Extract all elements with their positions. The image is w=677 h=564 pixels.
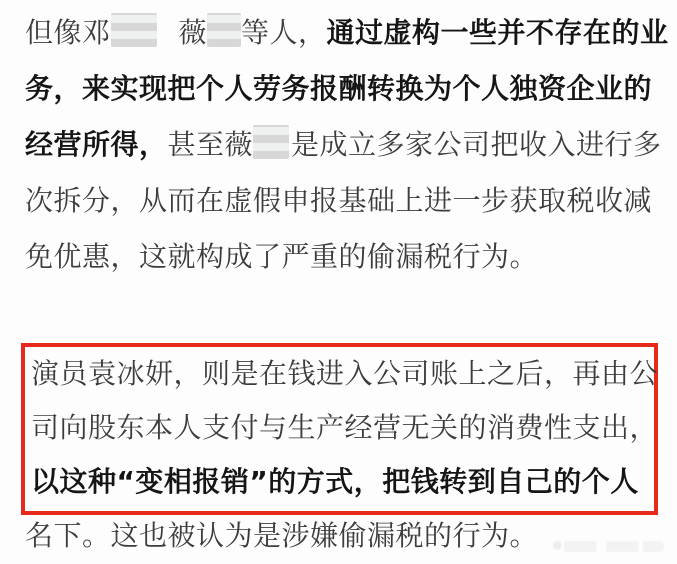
censor-mosaic-1: [111, 13, 157, 47]
censor-mosaic-3: [253, 125, 289, 159]
text-line-7: [31, 401, 659, 455]
text-run-bold: 以这种“变相报销”的方式，把钱转到自己的个人: [31, 465, 639, 498]
text-run: 司向股东本人支付与生产经营无关的消费性支出，: [31, 411, 659, 444]
text-run-bold: 经营所得，: [25, 128, 168, 161]
highlight-box: [21, 343, 658, 515]
text-run-bold: 务，来实现把个人劳务报酬转换为个人独资企业的: [25, 72, 653, 105]
paragraph-tax-evasion: [25, 5, 670, 285]
text-line-3: [25, 117, 670, 173]
text-line-5: [25, 229, 670, 285]
text-run: 甚至薇: [167, 128, 254, 161]
text-line-6: [31, 347, 659, 401]
text-line-2: [25, 61, 670, 117]
text-run: 等人，: [241, 16, 327, 49]
text-run: 名下。这也被认为是涉嫌偷漏税的行为。: [25, 519, 539, 552]
text-line-4: [25, 173, 670, 229]
text-line-9: [25, 508, 538, 564]
text-run: 次拆分，从而在虚假申报基础上进一步获取税收减: [25, 184, 653, 217]
text-line-8: [31, 455, 654, 509]
text-run: 但像邓: [25, 16, 111, 49]
text-line-1: [25, 5, 670, 61]
text-run: 是成立多家公司把收入进行多: [291, 128, 662, 161]
text-run: 免优惠，这就构成了严重的偷漏税行为。: [25, 240, 539, 273]
text-run: 演员袁冰妍，则是在钱进入公司账上之后，再由公: [31, 357, 659, 390]
text-run-bold: 通过虚构一些并不存在的业: [326, 16, 669, 49]
faint-watermark: [548, 541, 664, 552]
censor-mosaic-2: [207, 13, 241, 47]
text-run: 薇: [178, 16, 208, 49]
